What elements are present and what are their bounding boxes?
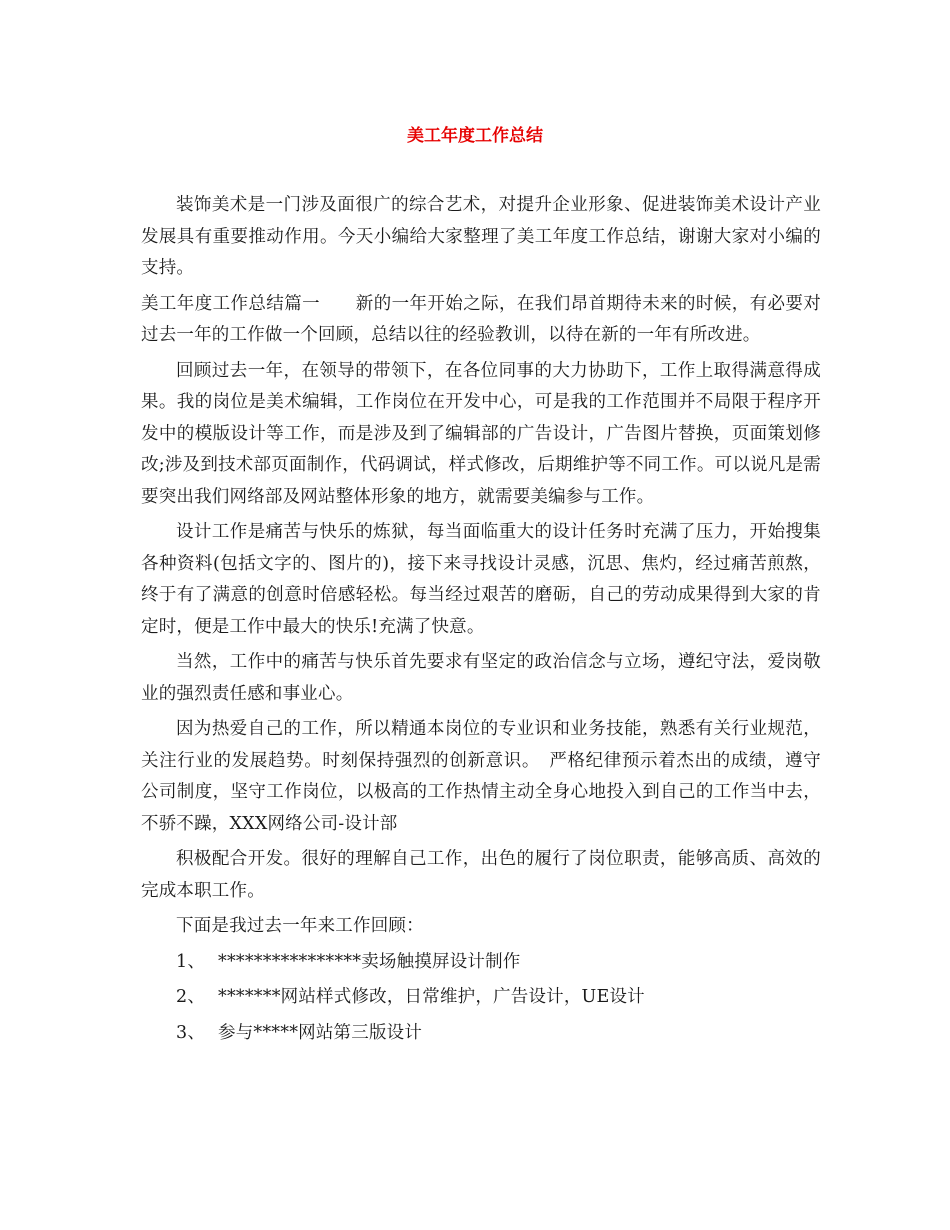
paragraph-cooperation: 积极配合开发。很好的理解自己工作，出色的履行了岗位职责，能够高质、高效的完成本职工作。 (141, 849, 821, 901)
document-title: 美工年度工作总结 (407, 126, 543, 146)
list-item (141, 947, 821, 979)
list-item-number: 3、 (176, 1022, 206, 1043)
paragraph-list-intro: 下面是我过去一年来工作回顾： (176, 916, 424, 936)
paragraph-attitude: 当然，工作中的痛苦与快乐首先要求有坚定的政治信念与立场，遵纪守法，爱岗敬业的强烈责任感和事业心。 (141, 652, 821, 704)
document-body (141, 190, 821, 1053)
list-item-text: *******网站样式修改，日常维护，广告设计，UE设计 (218, 987, 645, 1007)
paragraph-design-work: 设计工作是痛苦与快乐的炼狱，每当面临重大的设计任务时充满了压力，开始搜集各种资料(包括文字的、图片的)，接下来寻找设计灵感，沉思、焦灼，经过痛苦煎熬，终于有了满意的创意时倍感轻松。每当经过艰苦的磨砺，自己的劳动成果得到大家的肯定时，便是工作中最大的快乐!充满了快意。 (141, 522, 821, 637)
paragraph-intro: 装饰美术是一门涉及面很广的综合艺术，对提升企业形象、促进装饰美术设计产业发展具有重要推动作用。今天小编给大家整理了美工年度工作总结，谢谢大家对小编的支持。 (141, 195, 821, 278)
paragraph-section-one: 美工年度工作总结篇一 新的一年开始之际，在我们昂首期待未来的时候，有必要对过去一年的工作做一个回顾，总结以往的经验教训，以待在新的一年有所改进。 (141, 293, 821, 345)
list-item-number: 2、 (176, 987, 206, 1007)
list-item (141, 982, 821, 1014)
paragraph-skills: 因为热爱自己的工作，所以精通本岗位的专业识和业务技能，熟悉有关行业规范，关注行业的发展趋势。时刻保持强烈的创新意识。 严格纪律预示着杰出的成绩，遵守公司制度，坚守工作岗位，以极高的工作热情主动全身心地投入到自己的工作当中去，不骄不躁，XXX网络公司-设计部 (141, 719, 821, 834)
list-item-text: ****************卖场触摸屏设计制作 (218, 951, 521, 972)
list-item-text: 参与*****网站第三版设计 (218, 1022, 423, 1043)
list-item-number: 1、 (176, 951, 206, 972)
list-item (141, 1018, 821, 1050)
paragraph-review: 回顾过去一年，在领导的带领下，在各位同事的大力协助下，工作上取得满意得成果。我的岗位是美术编辑，工作岗位在开发中心，可是我的工作范围并不局限于程序开发中的模版设计等工作，而是涉及到了编辑部的广告设计，广告图片替换，页面策划修改;涉及到技术部页面制作，代码调试，样式修改，后期维护等不同工作。可以说凡是需要突出我们网络部及网站整体形象的地方，就需要美编参与工作。 (141, 360, 821, 507)
